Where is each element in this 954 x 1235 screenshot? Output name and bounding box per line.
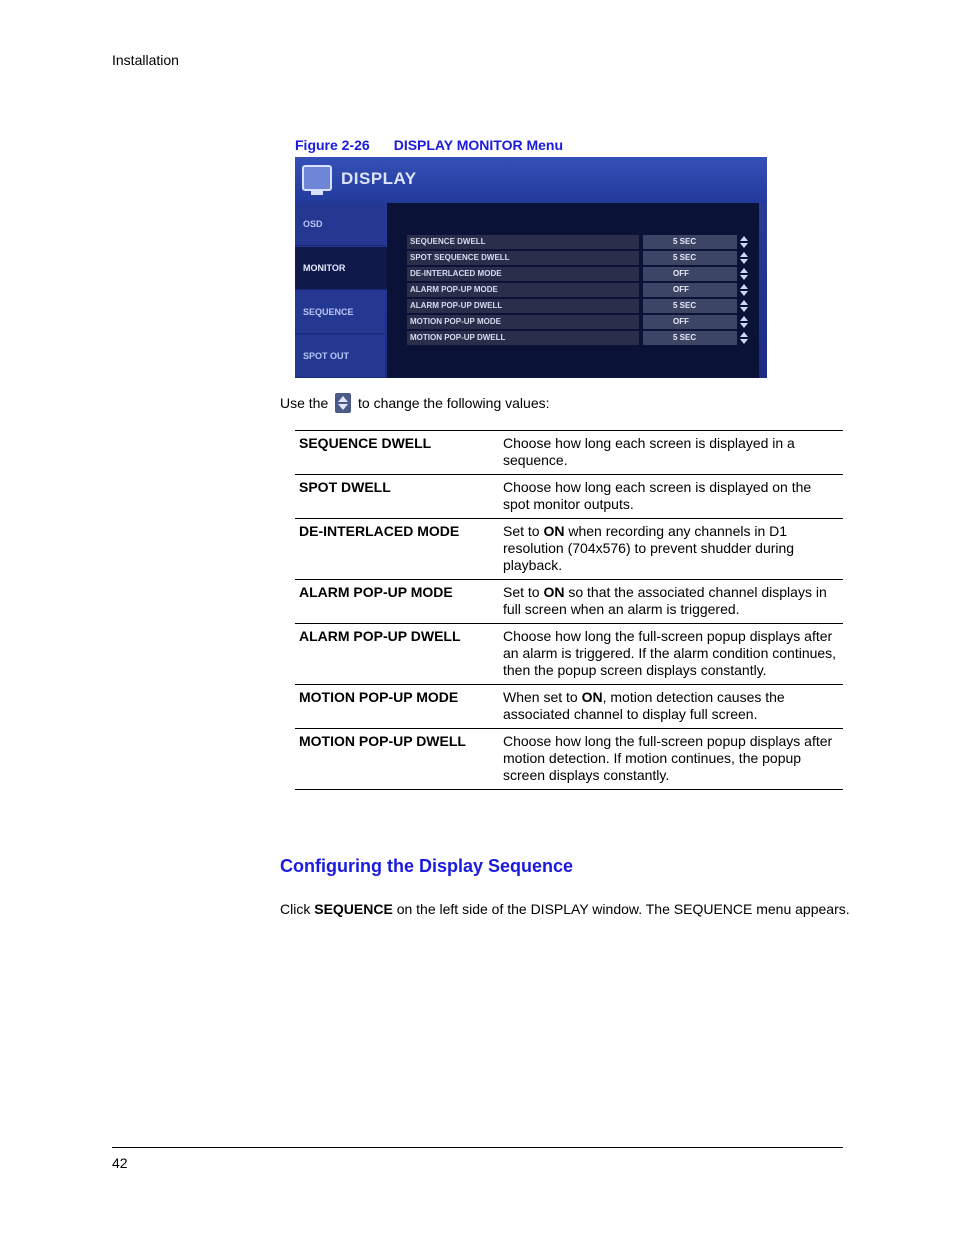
- up-down-arrow-icon[interactable]: [739, 236, 749, 248]
- setting-definition: [499, 580, 843, 624]
- intro-before: Use the: [280, 395, 329, 411]
- setting-term: MOTION POP-UP DWELL: [299, 733, 466, 749]
- table-row: [295, 475, 843, 519]
- dvr-setting-label: ALARM POP-UP MODE: [407, 283, 639, 297]
- footer-rule: [112, 1147, 843, 1148]
- definition-bold: ON: [543, 584, 565, 600]
- definition-text: Set to: [503, 584, 544, 600]
- table-row: [295, 729, 843, 790]
- dvr-side-menu: [295, 203, 387, 378]
- para-text: Click: [280, 901, 315, 917]
- table-row: [295, 685, 843, 729]
- dvr-setting-value[interactable]: 5 SEC: [643, 331, 737, 345]
- definition-text: Choose how long each screen is displayed in a sequence.: [503, 435, 795, 468]
- up-down-arrow-icon[interactable]: [739, 284, 749, 296]
- setting-definition: [499, 729, 843, 790]
- table-row: [295, 519, 843, 580]
- table-row: [295, 624, 843, 685]
- dvr-side-item-spot-out[interactable]: SPOT OUT: [295, 335, 385, 378]
- setting-term: ALARM POP-UP MODE: [299, 584, 453, 600]
- dvr-setting-row[interactable]: [407, 299, 757, 314]
- up-down-arrow-icon[interactable]: [739, 332, 749, 344]
- dvr-setting-value[interactable]: OFF: [643, 283, 737, 297]
- dvr-setting-row[interactable]: [407, 251, 757, 266]
- definition-text: When set to: [503, 689, 582, 705]
- dvr-side-item-monitor[interactable]: MONITOR: [295, 247, 387, 290]
- running-head: Installation: [112, 52, 179, 68]
- definition-text-end: when recording any channels in D1 resolution (704x576) to prevent shudder during playback.: [503, 523, 795, 573]
- dvr-setting-value[interactable]: 5 SEC: [643, 299, 737, 313]
- definition-text-end: so that the associated channel displays in full screen when an alarm is triggered.: [503, 584, 827, 617]
- section-heading: Configuring the Display Sequence: [280, 856, 574, 876]
- dvr-setting-label: MOTION POP-UP MODE: [407, 315, 639, 329]
- up-down-arrow-icon[interactable]: [739, 252, 749, 264]
- dvr-setting-value[interactable]: OFF: [643, 315, 737, 329]
- up-down-arrow-icon[interactable]: [739, 300, 749, 312]
- definition-text-end: , motion detection causes the associated channel to display full screen.: [503, 689, 785, 722]
- definition-bold: ON: [581, 689, 603, 705]
- up-down-arrow-icon[interactable]: [739, 316, 749, 328]
- dvr-header: [295, 157, 767, 203]
- dvr-setting-row[interactable]: [407, 283, 757, 298]
- para-bold-term: SEQUENCE: [314, 901, 393, 917]
- dvr-setting-label: SPOT SEQUENCE DWELL: [407, 251, 639, 265]
- setting-definition: [499, 431, 843, 475]
- dvr-setting-row[interactable]: [407, 315, 757, 330]
- up-down-arrow-icon[interactable]: [739, 268, 749, 280]
- monitor-icon: [302, 165, 332, 191]
- setting-term: DE-INTERLACED MODE: [299, 523, 460, 539]
- definition-text: Choose how long the full-screen popup displays after motion detection. If motion continues, the popup screen displays constantly.: [503, 733, 833, 783]
- definition-text: Choose how long the full-screen popup displays after an alarm is triggered. If the alarm condition continues, then the popup screen displays constantly.: [503, 628, 837, 678]
- up-down-spinner-icon: [335, 393, 351, 413]
- dvr-setting-label: ALARM POP-UP DWELL: [407, 299, 639, 313]
- dvr-setting-value[interactable]: OFF: [643, 267, 737, 281]
- settings-description-table: [295, 430, 843, 790]
- dvr-setting-row[interactable]: [407, 331, 757, 346]
- dvr-setting-label: DE-INTERLACED MODE: [407, 267, 639, 281]
- intro-after: to change the following values:: [358, 395, 550, 411]
- intro-line: [280, 393, 550, 413]
- body-paragraph: [280, 901, 850, 917]
- setting-definition: [499, 685, 843, 729]
- setting-term: SEQUENCE DWELL: [299, 435, 432, 451]
- dvr-setting-row[interactable]: [407, 235, 757, 250]
- figure-number: Figure 2-26: [295, 137, 370, 153]
- figure-title: DISPLAY MONITOR Menu: [393, 137, 564, 153]
- dvr-settings-list: [407, 235, 757, 347]
- dvr-setting-row[interactable]: [407, 267, 757, 282]
- dvr-side-item-sequence[interactable]: SEQUENCE: [295, 291, 385, 334]
- dvr-settings-panel: [387, 203, 759, 378]
- setting-term: ALARM POP-UP DWELL: [299, 628, 461, 644]
- setting-definition: [499, 624, 843, 685]
- table-row: [295, 431, 843, 475]
- dvr-setting-label: SEQUENCE DWELL: [407, 235, 639, 249]
- setting-term: SPOT DWELL: [299, 479, 391, 495]
- figure-caption: [295, 137, 563, 153]
- definition-text: Set to: [503, 523, 544, 539]
- dvr-display-screenshot: [295, 157, 767, 378]
- page-number: 42: [112, 1155, 128, 1171]
- setting-term: MOTION POP-UP MODE: [299, 689, 459, 705]
- dvr-title: DISPLAY: [341, 169, 417, 188]
- table-row: [295, 580, 843, 624]
- definition-bold: ON: [543, 523, 565, 539]
- para-text-end: on the left side of the DISPLAY window. The SEQUENCE menu appears.: [392, 901, 850, 917]
- dvr-side-item-osd[interactable]: OSD: [295, 203, 385, 246]
- dvr-setting-label: MOTION POP-UP DWELL: [407, 331, 639, 345]
- setting-definition: [499, 519, 843, 580]
- definition-text: Choose how long each screen is displayed on the spot monitor outputs.: [503, 479, 812, 512]
- setting-definition: [499, 475, 843, 519]
- dvr-setting-value[interactable]: 5 SEC: [643, 251, 737, 265]
- dvr-setting-value[interactable]: 5 SEC: [643, 235, 737, 249]
